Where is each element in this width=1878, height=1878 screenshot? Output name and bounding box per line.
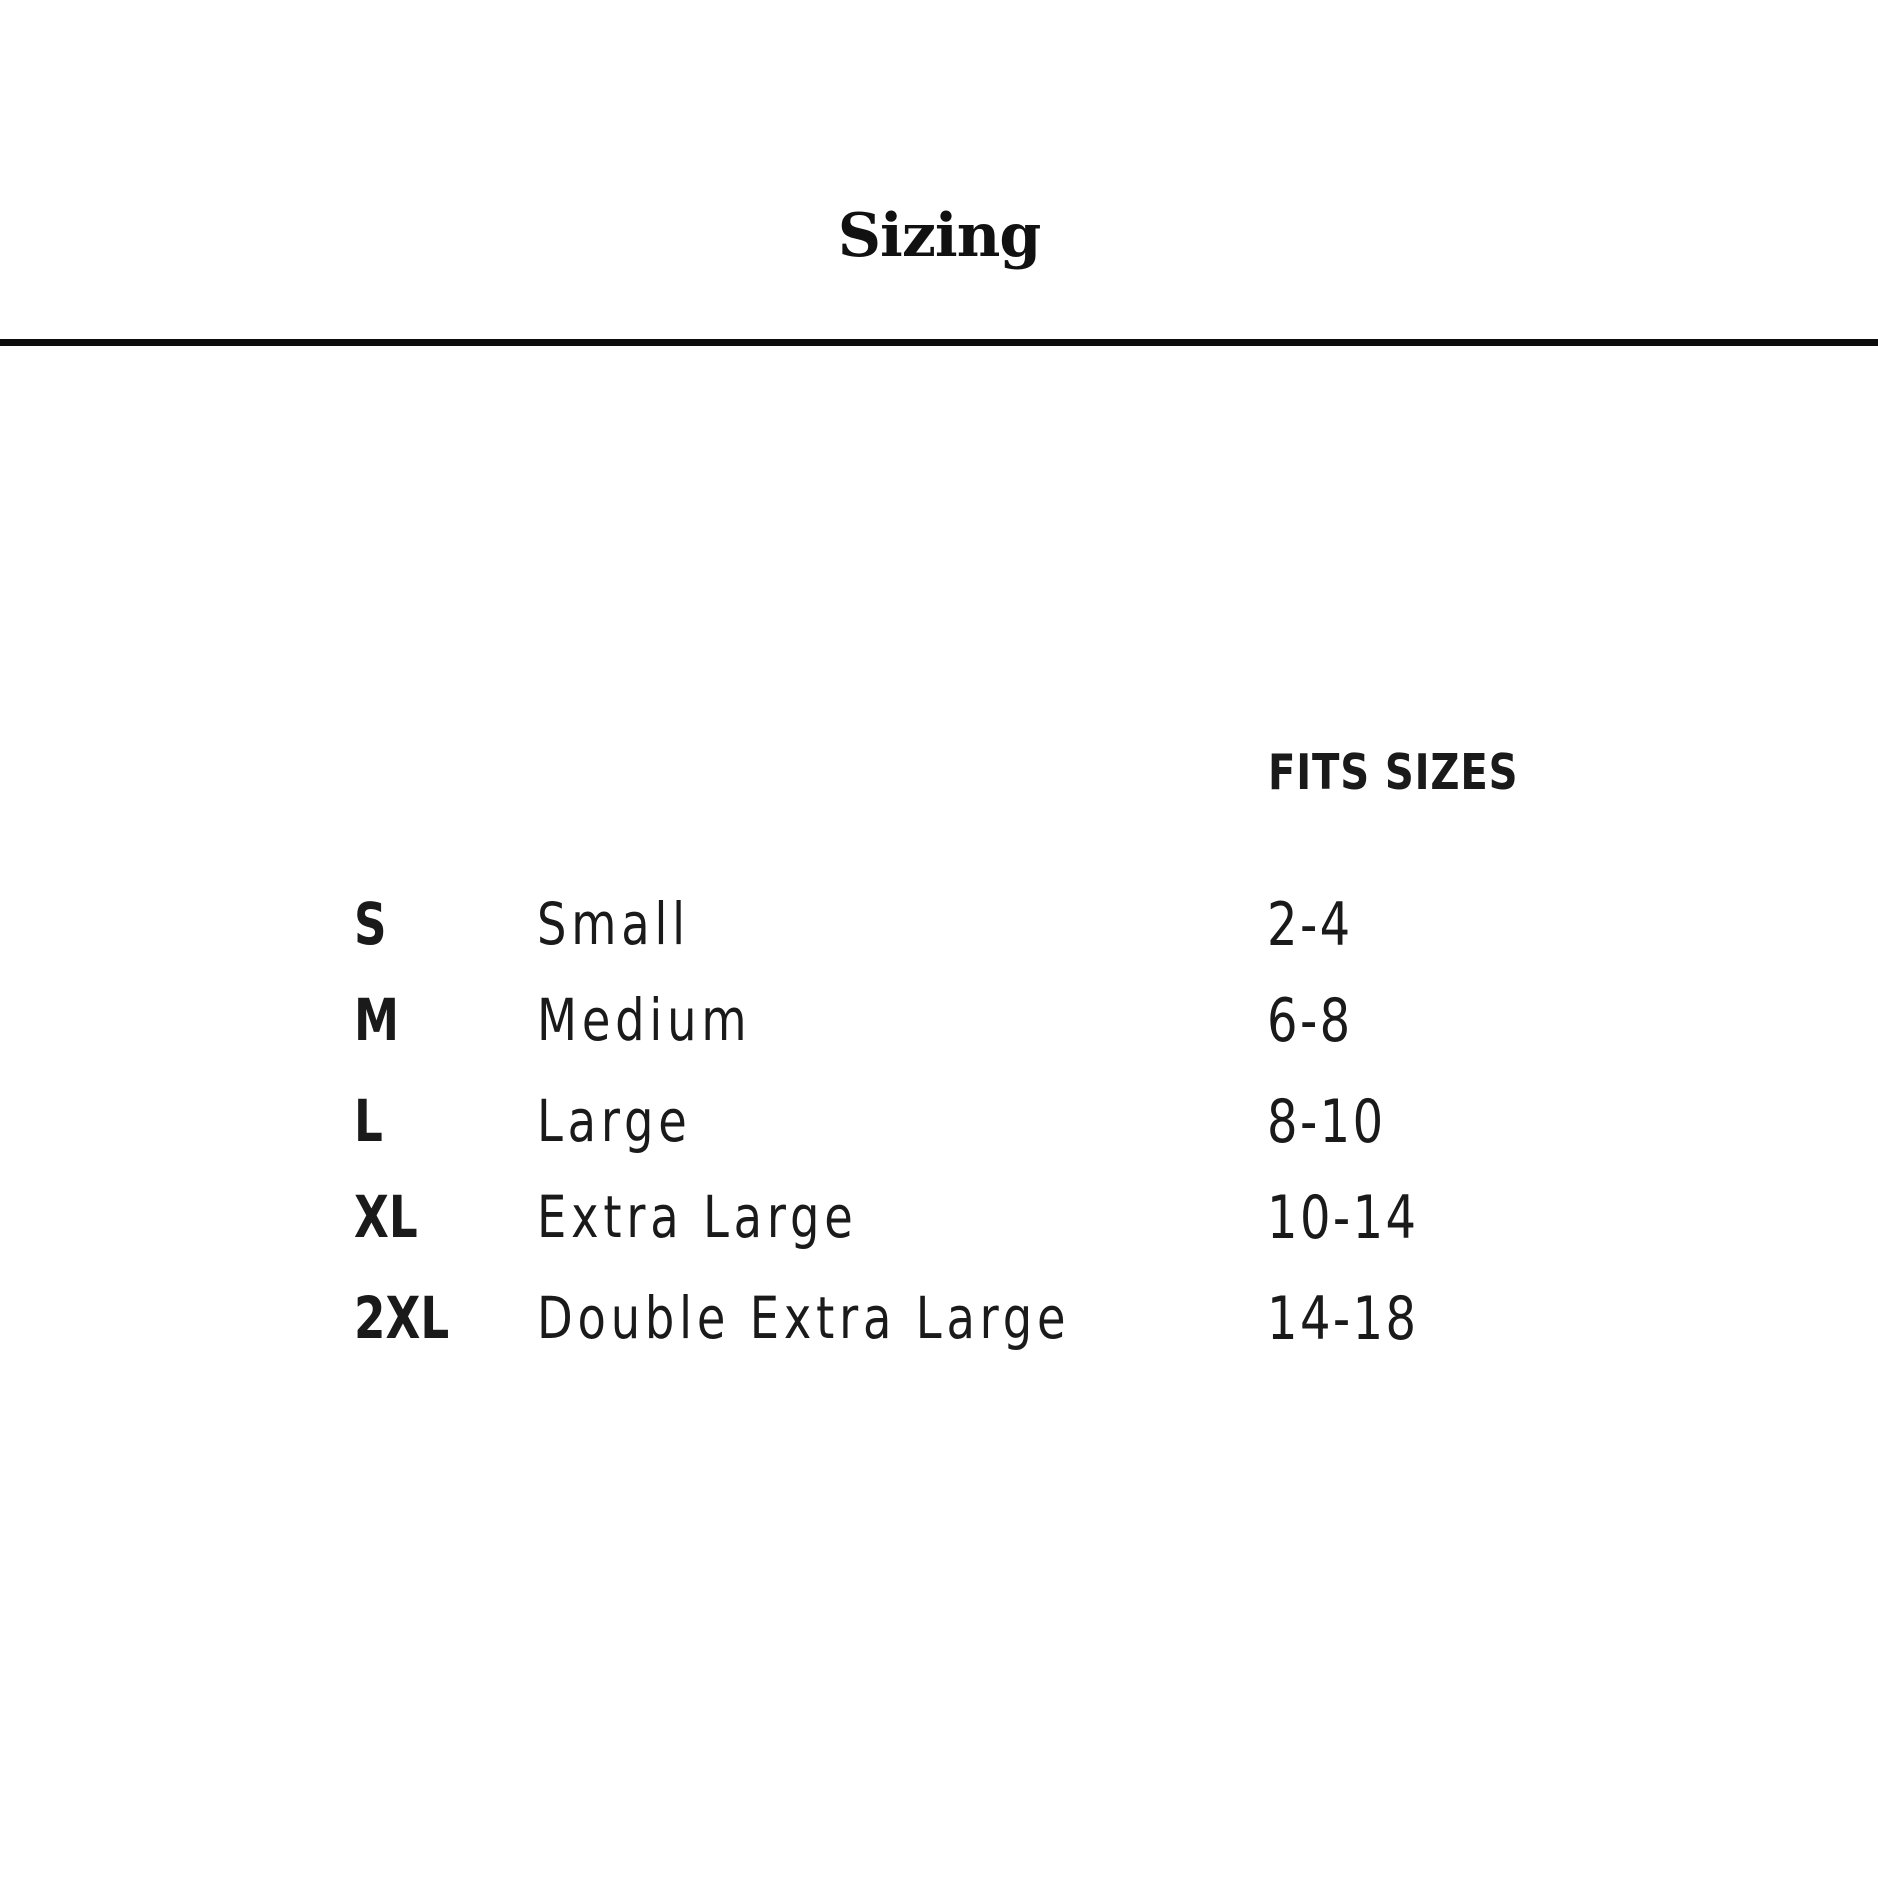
size-name: Double Extra Large: [537, 1284, 1071, 1352]
size-name: Medium: [537, 986, 752, 1054]
size-code: L: [354, 1087, 383, 1155]
page-header: [0, 0, 1878, 342]
size-code: S: [354, 890, 387, 958]
size-chart: [0, 700, 1878, 1400]
size-code: 2XL: [354, 1284, 450, 1352]
size-fits: 2-4: [1267, 890, 1353, 960]
size-fits: 8-10: [1267, 1087, 1386, 1157]
size-name: Extra Large: [537, 1183, 858, 1251]
size-fits: 10-14: [1267, 1183, 1419, 1253]
size-fits: 14-18: [1267, 1284, 1419, 1354]
size-fits: 6-8: [1267, 986, 1353, 1056]
header-divider: [0, 339, 1878, 346]
page-title: Sizing: [837, 201, 1041, 271]
size-code: XL: [354, 1183, 418, 1251]
size-name: Large: [537, 1087, 692, 1155]
size-name: Small: [537, 890, 690, 958]
size-code: M: [354, 986, 400, 1054]
fits-sizes-header: FITS SIZES: [1268, 744, 1519, 801]
